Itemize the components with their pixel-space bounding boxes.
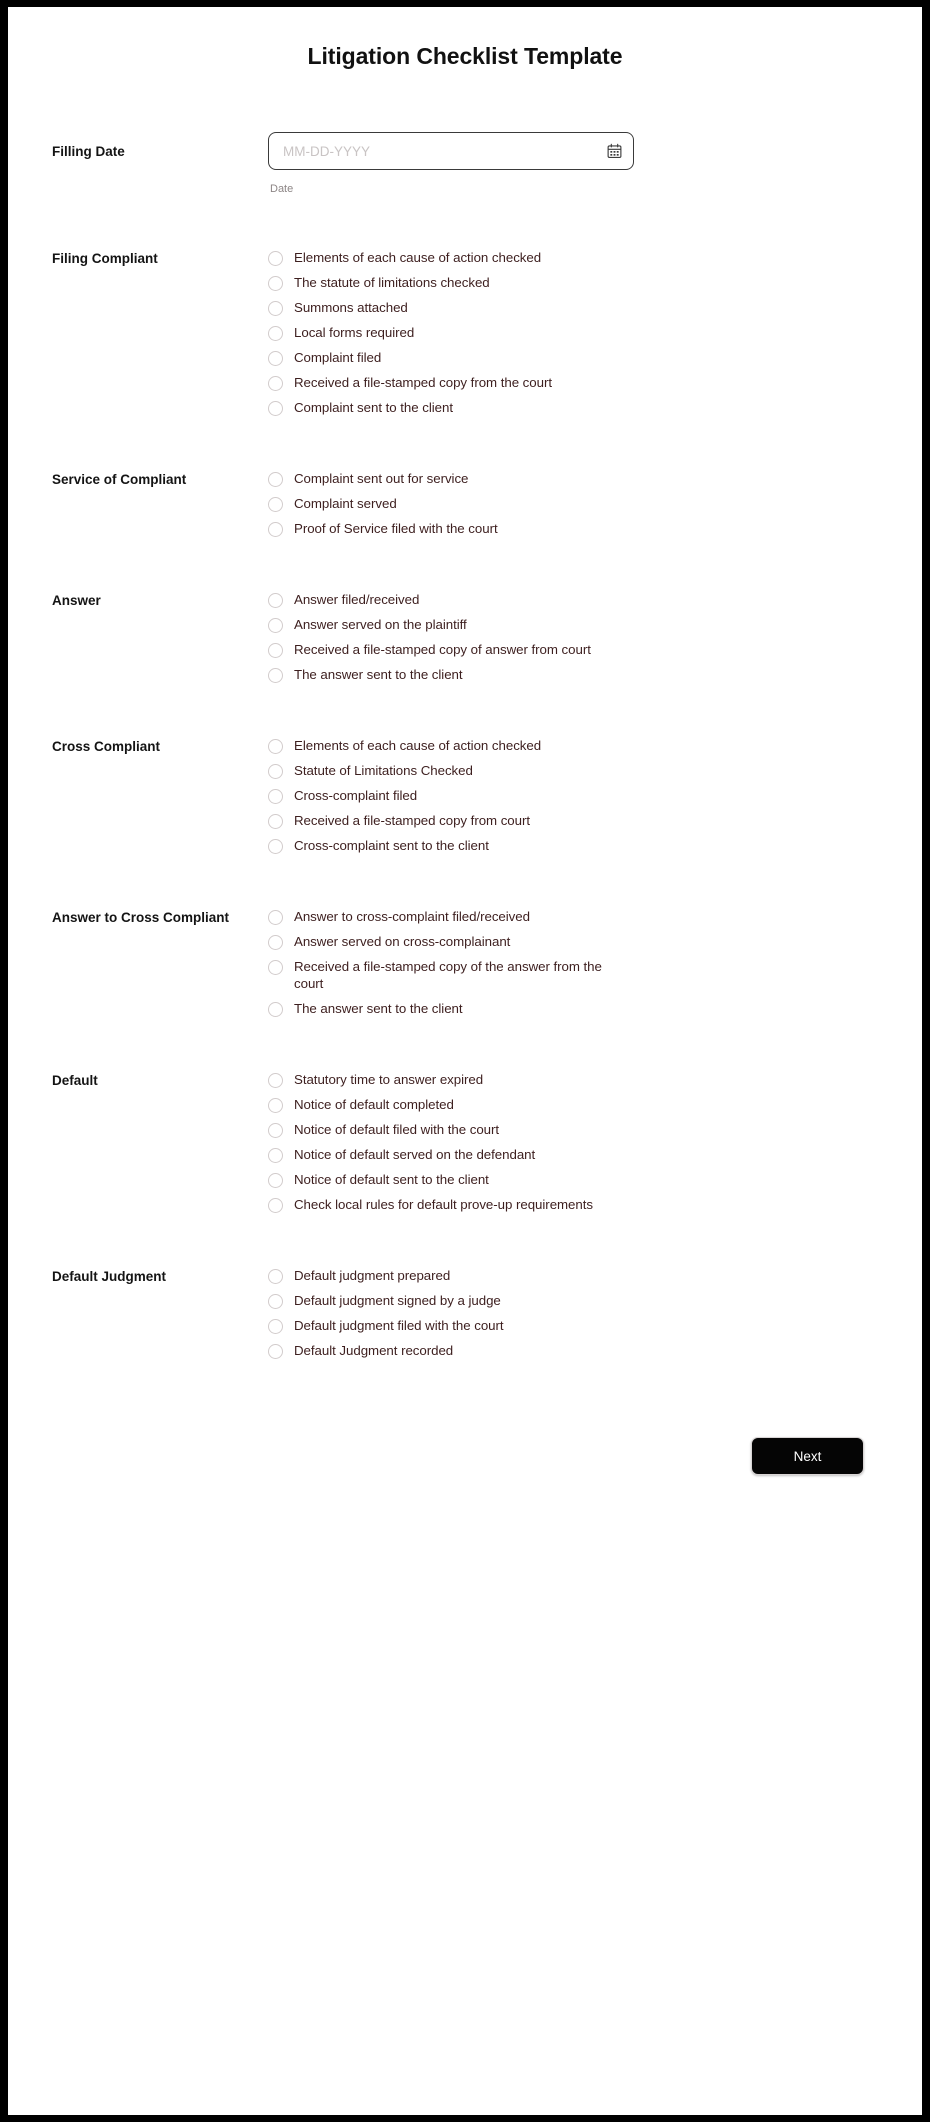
filling-date-label: Filling Date xyxy=(52,144,125,159)
filling-date-row xyxy=(8,132,922,195)
section-options xyxy=(268,1267,922,1359)
radio-icon[interactable] xyxy=(268,618,283,633)
option-list xyxy=(268,249,922,416)
section-options xyxy=(268,249,922,416)
radio-icon[interactable] xyxy=(268,1123,283,1138)
option-item[interactable] xyxy=(268,908,633,925)
checklist-section xyxy=(8,1267,922,1359)
option-item[interactable] xyxy=(268,1071,633,1088)
option-item[interactable] xyxy=(268,933,633,950)
radio-icon[interactable] xyxy=(268,1148,283,1163)
next-button[interactable]: Next xyxy=(751,1437,864,1475)
option-item[interactable] xyxy=(268,591,633,608)
option-label: Statute of Limitations Checked xyxy=(294,763,473,778)
option-label: Default judgment prepared xyxy=(294,1268,451,1283)
checklist-section xyxy=(8,908,922,1017)
section-label: Default Judgment xyxy=(52,1269,167,1284)
option-item[interactable] xyxy=(268,520,633,537)
option-list xyxy=(268,591,922,683)
option-item[interactable] xyxy=(268,399,633,416)
radio-icon[interactable] xyxy=(268,276,283,291)
option-item[interactable] xyxy=(268,762,633,779)
option-label: Default judgment signed by a judge xyxy=(294,1293,501,1308)
radio-icon[interactable] xyxy=(268,764,283,779)
radio-icon[interactable] xyxy=(268,251,283,266)
option-item[interactable] xyxy=(268,616,633,633)
option-item[interactable] xyxy=(268,349,633,366)
radio-icon[interactable] xyxy=(268,1173,283,1188)
option-label: Elements of each cause of action checked xyxy=(294,250,542,265)
radio-icon[interactable] xyxy=(268,960,283,975)
calendar-icon[interactable] xyxy=(607,144,622,159)
option-label: Received a file-stamped copy from court xyxy=(294,813,531,828)
option-item[interactable] xyxy=(268,1292,633,1309)
page-title: Litigation Checklist Template xyxy=(307,43,623,69)
radio-icon[interactable] xyxy=(268,839,283,854)
radio-icon[interactable] xyxy=(268,789,283,804)
option-label: Proof of Service filed with the court xyxy=(294,521,498,536)
option-label: Answer to cross-complaint filed/received xyxy=(294,909,530,924)
option-label: Complaint sent to the client xyxy=(294,400,453,415)
option-list xyxy=(268,737,922,854)
option-item[interactable] xyxy=(268,1096,633,1113)
checklist-section xyxy=(8,737,922,854)
section-label: Service of Compliant xyxy=(52,472,187,487)
option-label: Notice of default sent to the client xyxy=(294,1172,489,1187)
option-item[interactable] xyxy=(268,812,633,829)
option-label: Notice of default served on the defendant xyxy=(294,1147,536,1162)
option-list xyxy=(268,908,922,1017)
option-label: Cross-complaint sent to the client xyxy=(294,838,489,853)
option-item[interactable] xyxy=(268,299,633,316)
radio-icon[interactable] xyxy=(268,643,283,658)
option-list xyxy=(268,470,922,537)
section-label: Answer to Cross Compliant xyxy=(52,910,230,925)
option-item[interactable] xyxy=(268,641,633,658)
option-label: The answer sent to the client xyxy=(294,667,463,682)
radio-icon[interactable] xyxy=(268,1198,283,1213)
option-item[interactable] xyxy=(268,274,633,291)
option-label: The statute of limitations checked xyxy=(294,275,490,290)
checklist-section xyxy=(8,591,922,683)
option-label: Statutory time to answer expired xyxy=(294,1072,484,1087)
radio-icon[interactable] xyxy=(268,301,283,316)
option-label: Received a file-stamped copy from the court xyxy=(294,375,552,390)
radio-icon[interactable] xyxy=(268,1344,283,1359)
radio-icon[interactable] xyxy=(268,668,283,683)
section-label: Default xyxy=(52,1073,98,1088)
option-item[interactable] xyxy=(268,1342,633,1359)
option-label: Cross-complaint filed xyxy=(294,788,418,803)
option-item[interactable] xyxy=(268,495,633,512)
checklist-section xyxy=(8,249,922,416)
option-label: Check local rules for default prove-up requirements xyxy=(294,1197,593,1212)
option-item[interactable] xyxy=(268,1146,633,1163)
option-label: Received a file-stamped copy of answer from court xyxy=(294,642,591,657)
option-item[interactable] xyxy=(268,958,633,992)
section-label: Answer xyxy=(52,593,101,608)
option-label: The answer sent to the client xyxy=(294,1001,463,1016)
option-item[interactable] xyxy=(268,1171,633,1188)
option-item[interactable] xyxy=(268,737,633,754)
option-list xyxy=(268,1071,922,1213)
radio-icon[interactable] xyxy=(268,910,283,925)
option-item[interactable] xyxy=(268,1196,633,1213)
section-label: Cross Compliant xyxy=(52,739,161,754)
option-item[interactable] xyxy=(268,324,633,341)
radio-icon[interactable] xyxy=(268,376,283,391)
radio-icon[interactable] xyxy=(268,593,283,608)
radio-icon[interactable] xyxy=(268,814,283,829)
filling-date-field xyxy=(268,132,922,195)
radio-icon[interactable] xyxy=(268,351,283,366)
form-footer xyxy=(8,1437,922,1475)
option-item[interactable] xyxy=(268,837,633,854)
checklist-section xyxy=(8,470,922,537)
radio-icon[interactable] xyxy=(268,472,283,487)
option-label: Local forms required xyxy=(294,325,415,340)
section-label: Filing Compliant xyxy=(52,251,158,266)
option-label: Elements of each cause of action checked xyxy=(294,738,542,753)
option-item[interactable] xyxy=(268,787,633,804)
option-item[interactable] xyxy=(268,1317,633,1334)
section-options xyxy=(268,908,922,1017)
section-options xyxy=(268,591,922,683)
option-label: Notice of default filed with the court xyxy=(294,1122,500,1137)
option-label: Complaint sent out for service xyxy=(294,471,469,486)
radio-icon[interactable] xyxy=(268,522,283,537)
option-item[interactable] xyxy=(268,1121,633,1138)
option-item[interactable] xyxy=(268,1267,633,1284)
date-input[interactable] xyxy=(269,133,633,169)
radio-icon[interactable] xyxy=(268,1073,283,1088)
option-label: Complaint served xyxy=(294,496,397,511)
radio-icon[interactable] xyxy=(268,1098,283,1113)
option-label: Complaint filed xyxy=(294,350,382,365)
option-label: Summons attached xyxy=(294,300,408,315)
section-options xyxy=(268,737,922,854)
section-options xyxy=(268,1071,922,1213)
option-item[interactable] xyxy=(268,666,633,683)
option-label: Default judgment filed with the court xyxy=(294,1318,504,1333)
radio-icon[interactable] xyxy=(268,326,283,341)
radio-icon[interactable] xyxy=(268,401,283,416)
date-input-wrapper[interactable] xyxy=(268,132,634,170)
option-item[interactable] xyxy=(268,374,633,391)
date-help-text: Date xyxy=(270,183,294,195)
radio-icon[interactable] xyxy=(268,935,283,950)
radio-icon[interactable] xyxy=(268,1002,283,1017)
radio-icon[interactable] xyxy=(268,1319,283,1334)
radio-icon[interactable] xyxy=(268,497,283,512)
option-label: Answer served on cross-complainant xyxy=(294,934,511,949)
radio-icon[interactable] xyxy=(268,739,283,754)
checklist-section xyxy=(8,1071,922,1213)
option-label: Answer served on the plaintiff xyxy=(294,617,467,632)
option-item[interactable] xyxy=(268,470,633,487)
option-label: Answer filed/received xyxy=(294,592,420,607)
form-page xyxy=(8,43,922,2122)
radio-icon[interactable] xyxy=(268,1294,283,1309)
option-item[interactable] xyxy=(268,1000,633,1017)
section-options xyxy=(268,470,922,537)
option-label: Received a file-stamped copy of the answer from the court xyxy=(294,959,602,991)
option-item[interactable] xyxy=(268,249,633,266)
checklist-sections xyxy=(8,249,922,1359)
radio-icon[interactable] xyxy=(268,1269,283,1284)
option-list xyxy=(268,1267,922,1359)
option-label: Default Judgment recorded xyxy=(294,1343,454,1358)
option-label: Notice of default completed xyxy=(294,1097,454,1112)
